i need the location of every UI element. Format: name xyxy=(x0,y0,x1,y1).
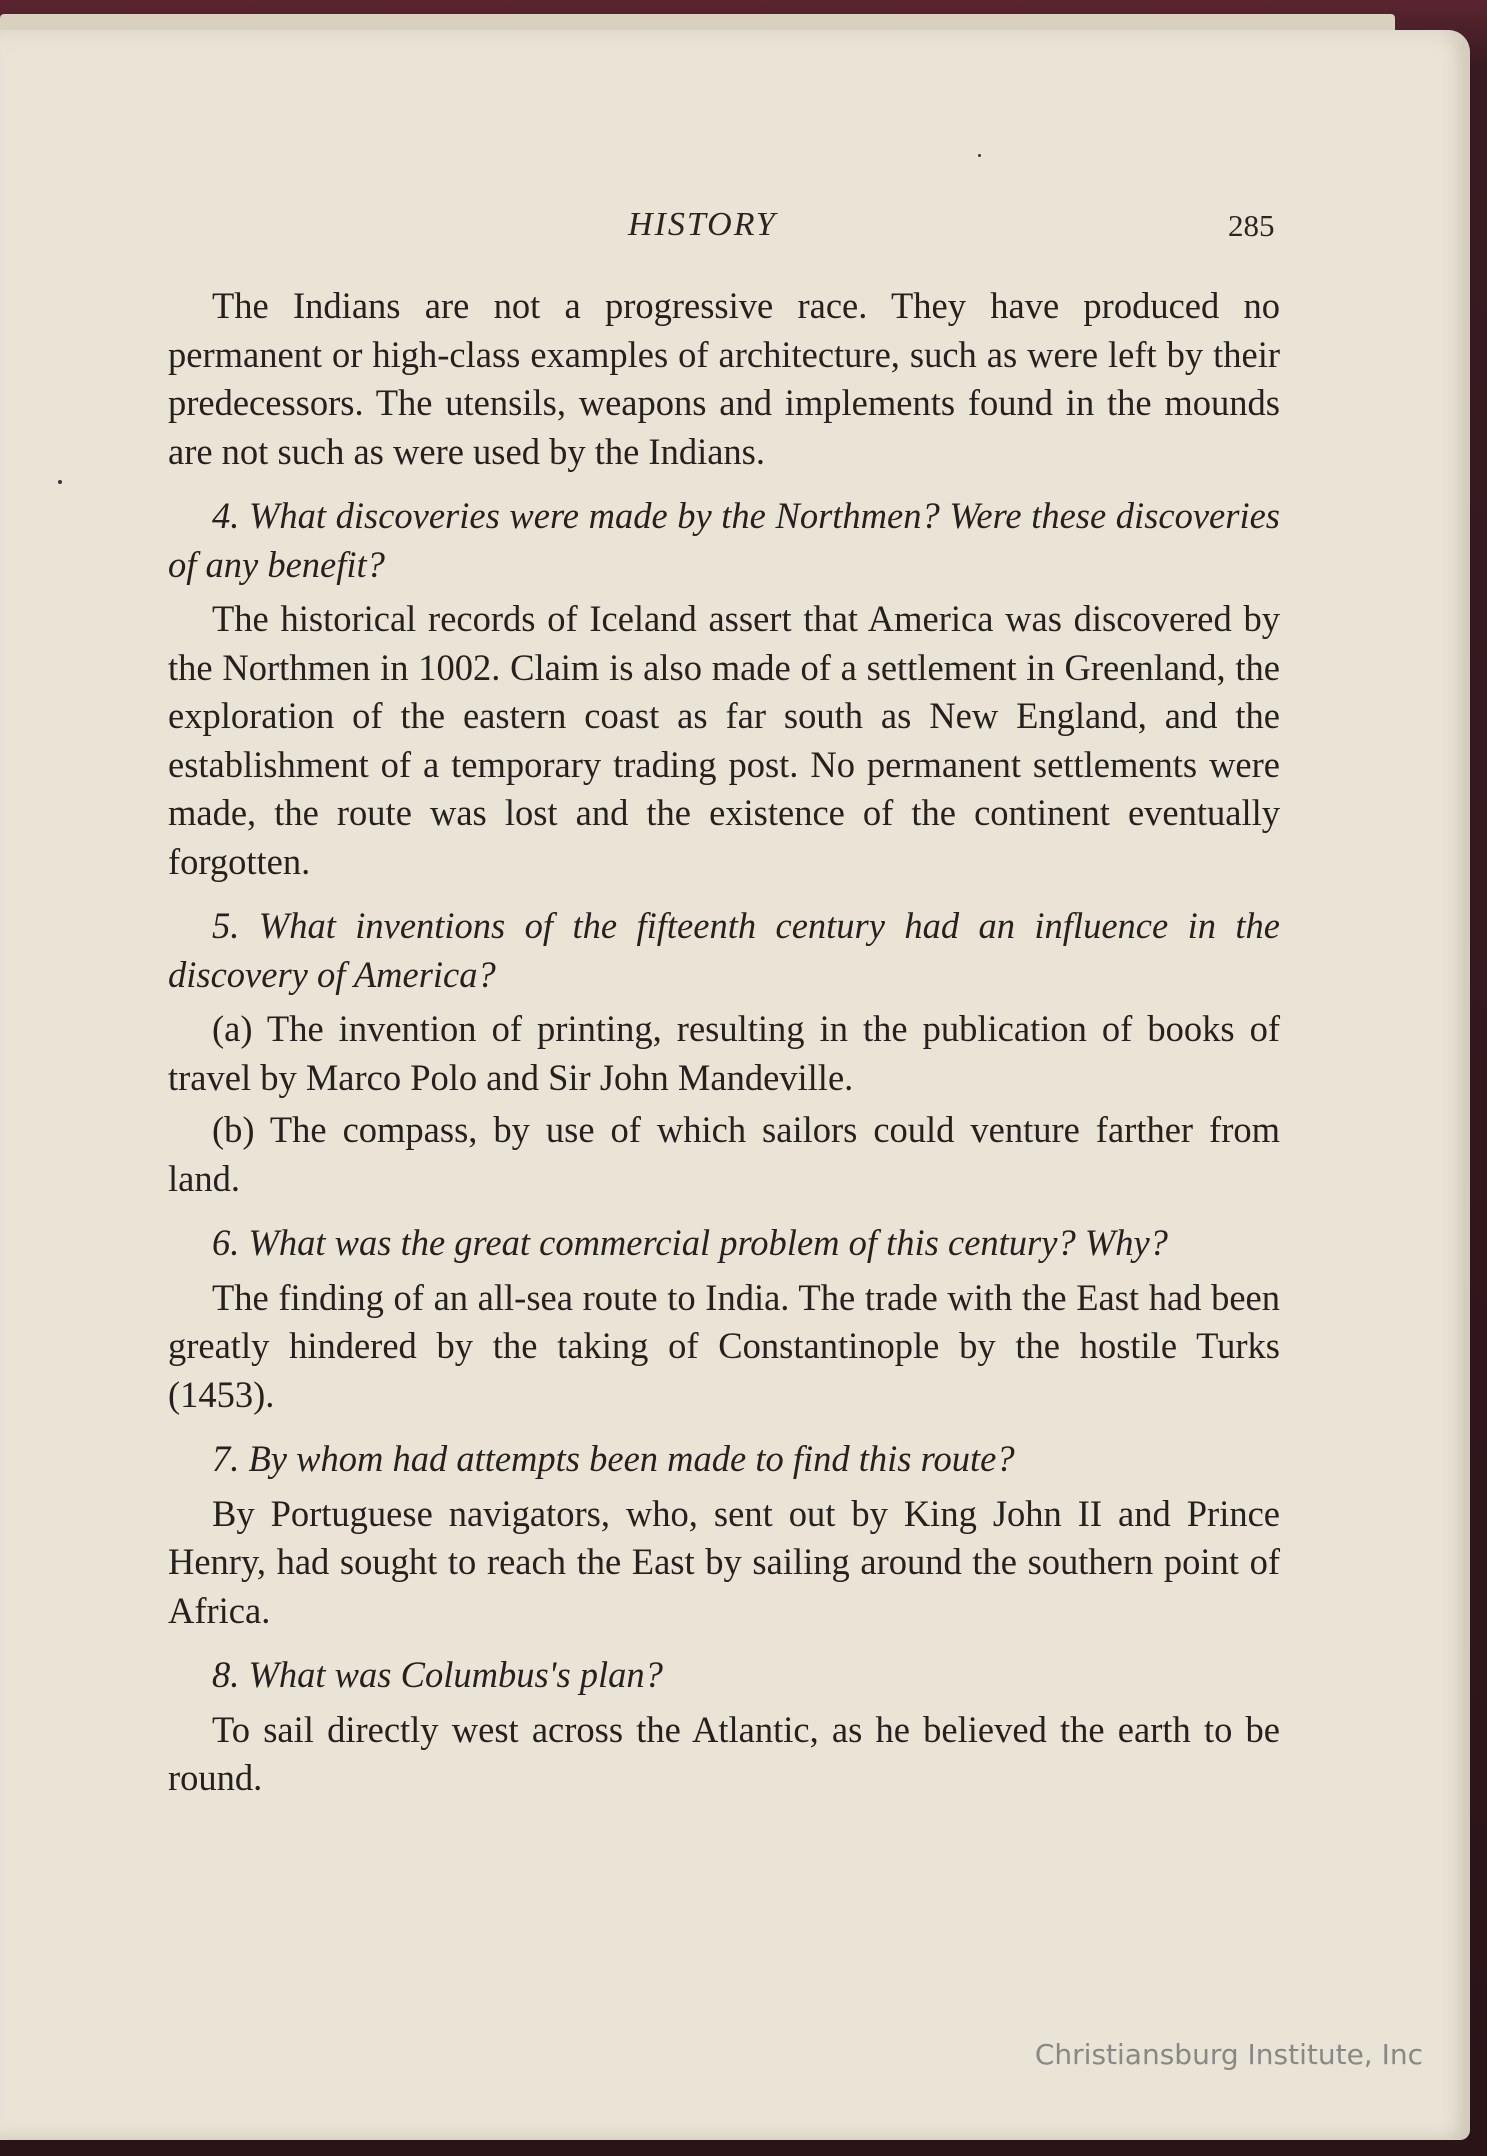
answer-7: By Portuguese navigators, who, sent out by King John II and Prince Henry, had sought to reach the East by sailing around the southern point of Africa. xyxy=(168,1492,1280,1631)
watermark: Christiansburg Institute, Inc xyxy=(1034,2038,1423,2071)
paper-speck xyxy=(978,154,981,157)
paragraph-indians: The Indians are not a progressive race. They have produced no permanent or high-class examples of architecture, such as were left by their predecessors. The utensils, weapons and implements found in the mounds are not such as were used by the Indians. xyxy=(168,285,1280,472)
question-5: 5. What inventions of the fifteenth century had an influence in the discovery of America? xyxy=(168,905,1280,995)
answer-6: The finding of an all-sea route to India. The trade with the East had been greatly hindered by the taking of Constantinople by the hostile Turks (1453). xyxy=(168,1276,1280,1415)
answer-5a: (a) The invention of printing, resulting in the publication of books of travel by Marco Polo and Sir John Mandeville. xyxy=(168,1008,1280,1098)
answer-4: The historical records of Iceland assert that America was discovered by the Northmen in 1002. Claim is also made of a settlement in Greenland, the exploration of the eastern coast as far south as New England, and the establishment of a temporary trading post. No permanent settlements were made, the route was lost and the existence of the continent eventually forgotten. xyxy=(168,598,1280,882)
answer-8: To sail directly west across the Atlantic, as he believed the earth to be round. xyxy=(168,1708,1280,1798)
question-6: 6. What was the great commercial problem of this century? Why? xyxy=(212,1222,1168,1263)
question-4: 4. What discoveries were made by the Northmen? Were these discoveries of any benefit? xyxy=(168,495,1280,585)
answer-5b: (b) The compass, by use of which sailors could venture farther from land. xyxy=(168,1109,1280,1199)
question-7: 7. By whom had attempts been made to find this route? xyxy=(212,1438,1015,1479)
running-head: HISTORY xyxy=(628,206,777,243)
page-number: 285 xyxy=(1228,208,1275,243)
page-body xyxy=(168,282,1280,1803)
book-page xyxy=(0,30,1470,2140)
question-8: 8. What was Columbus's plan? xyxy=(212,1654,663,1695)
page-header xyxy=(0,176,1470,243)
paper-speck xyxy=(58,480,62,484)
